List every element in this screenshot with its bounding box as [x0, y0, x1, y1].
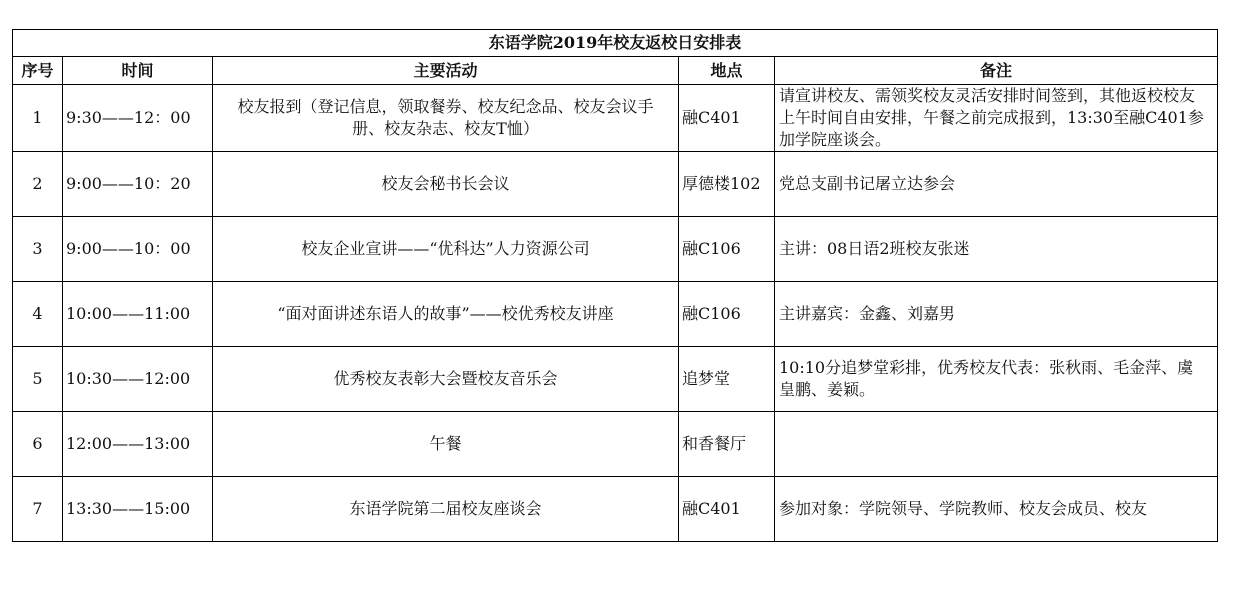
cell-activity: 优秀校友表彰大会暨校友音乐会	[213, 347, 679, 412]
cell-activity: 午餐	[213, 412, 679, 477]
cell-remarks	[775, 412, 1218, 477]
cell-seq: 2	[13, 152, 63, 217]
cell-time: 10:30——12:00	[63, 347, 213, 412]
cell-location: 追梦堂	[679, 347, 775, 412]
table-row	[13, 412, 1218, 477]
table-row	[13, 347, 1218, 412]
cell-activity: 校友企业宣讲——“优科达”人力资源公司	[213, 217, 679, 282]
cell-activity: 东语学院第二届校友座谈会	[213, 477, 679, 542]
cell-remarks: 主讲：08日语2班校友张迷	[775, 217, 1218, 282]
cell-remarks: 参加对象：学院领导、学院教师、校友会成员、校友	[775, 477, 1218, 542]
cell-seq: 6	[13, 412, 63, 477]
cell-location: 和香餐厅	[679, 412, 775, 477]
cell-location: 融C106	[679, 217, 775, 282]
cell-time: 9:00——10：00	[63, 217, 213, 282]
cell-location: 厚德楼102	[679, 152, 775, 217]
table-row	[13, 477, 1218, 542]
cell-remarks: 主讲嘉宾：金鑫、刘嘉男	[775, 282, 1218, 347]
cell-activity: 校友会秘书长会议	[213, 152, 679, 217]
cell-location: 融C401	[679, 477, 775, 542]
header-location: 地点	[679, 57, 775, 85]
cell-seq: 1	[13, 85, 63, 152]
cell-seq: 7	[13, 477, 63, 542]
table-title: 东语学院2019年校友返校日安排表	[13, 30, 1218, 57]
cell-time: 12:00——13:00	[63, 412, 213, 477]
cell-seq: 4	[13, 282, 63, 347]
table-row	[13, 152, 1218, 217]
cell-seq: 5	[13, 347, 63, 412]
header-seq: 序号	[13, 57, 63, 85]
table-row	[13, 282, 1218, 347]
header-time: 时间	[63, 57, 213, 85]
cell-location: 融C106	[679, 282, 775, 347]
table-row	[13, 217, 1218, 282]
cell-remarks: 10:10分追梦堂彩排，优秀校友代表：张秋雨、毛金萍、虞皇鹏、姜颖。	[775, 347, 1218, 412]
cell-seq: 3	[13, 217, 63, 282]
cell-remarks: 党总支副书记屠立达参会	[775, 152, 1218, 217]
header-activity: 主要活动	[213, 57, 679, 85]
cell-location: 融C401	[679, 85, 775, 152]
cell-activity: “面对面讲述东语人的故事”——校优秀校友讲座	[213, 282, 679, 347]
cell-activity: 校友报到（登记信息，领取餐券、校友纪念品、校友会议手册、校友杂志、校友T恤）	[213, 85, 679, 152]
cell-time: 9:00——10：20	[63, 152, 213, 217]
cell-time: 9:30——12：00	[63, 85, 213, 152]
header-row	[13, 57, 1218, 85]
cell-remarks: 请宣讲校友、需领奖校友灵活安排时间签到，其他返校校友上午时间自由安排，午餐之前完成报到，13:30至融C401参加学院座谈会。	[775, 85, 1218, 152]
title-row	[13, 30, 1218, 57]
cell-time: 10:00——11:00	[63, 282, 213, 347]
header-remarks: 备注	[775, 57, 1218, 85]
cell-time: 13:30——15:00	[63, 477, 213, 542]
schedule-table	[12, 29, 1218, 542]
table-row	[13, 85, 1218, 152]
